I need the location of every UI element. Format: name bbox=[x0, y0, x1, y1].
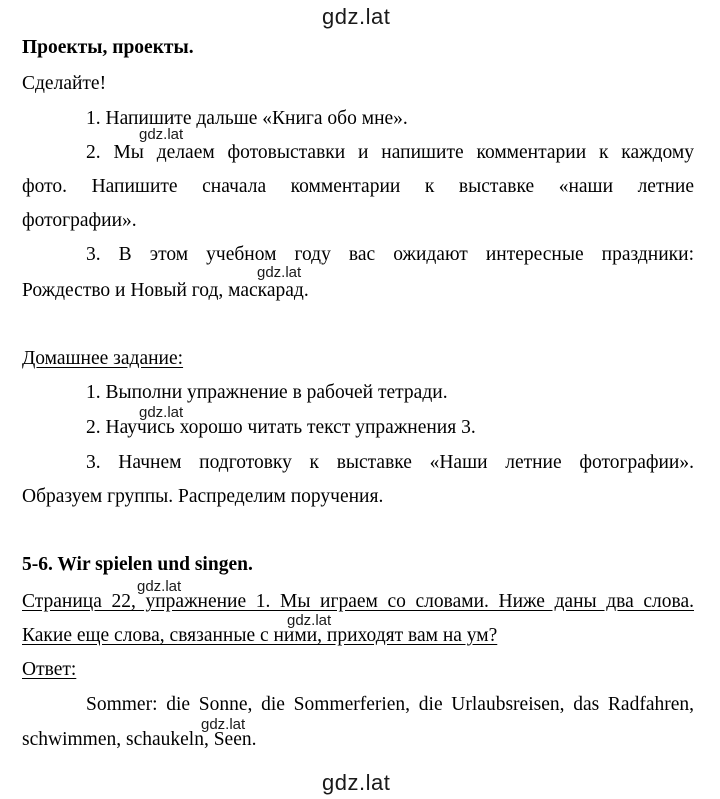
answer-line-2: schwimmen, schaukeln, Seen. bbox=[22, 729, 257, 750]
watermark-bottom: gdz.lat bbox=[322, 770, 391, 795]
section-intro: Сделайте! bbox=[22, 73, 107, 94]
watermark-top: gdz.lat bbox=[322, 4, 391, 29]
watermark-inline: gdz.lat bbox=[137, 578, 182, 595]
homework-item-1: 1. Выполни упражнение в рабочей тетради. bbox=[86, 382, 448, 403]
watermark-inline: gdz.lat bbox=[257, 264, 302, 281]
project-item-2-line-1: 2. Мы делаем фотовыставки и напишите комментарии к каждому bbox=[86, 142, 694, 163]
task-line-1: Страница 22, упражнение 1. Мы играем со словами. Ниже даны два слова. bbox=[22, 591, 694, 612]
project-item-2-line-2: фото. Напишите сначала комментарии к выставке «наши летние bbox=[22, 176, 694, 197]
answer-label: Ответ: bbox=[22, 659, 77, 680]
homework-item-3-line-2: Образуем группы. Распределим поручения. bbox=[22, 486, 384, 507]
homework-heading: Домашнее задание: bbox=[22, 348, 184, 369]
task-line-2: Какие еще слова, связанные с ними, приходят вам на ум? bbox=[22, 625, 498, 646]
project-item-3-line-2: Рождество и Новый год, маскарад. bbox=[22, 280, 309, 301]
watermark-inline: gdz.lat bbox=[139, 126, 184, 143]
project-item-3-line-1: 3. В этом учебном году вас ожидают интересные праздники: bbox=[86, 244, 694, 265]
homework-item-2: 2. Научись хорошо читать текст упражнения 3. bbox=[86, 417, 476, 438]
watermark-inline: gdz.lat bbox=[287, 612, 332, 629]
section-title-projects: Проекты, проекты. bbox=[22, 37, 194, 58]
watermark-inline: gdz.lat bbox=[201, 716, 246, 733]
watermark-inline: gdz.lat bbox=[139, 404, 184, 421]
homework-item-3-line-1: 3. Начнем подготовку к выставке «Наши летние фотографии». bbox=[86, 452, 694, 473]
section-title-wir-spielen: 5-6. Wir spielen und singen. bbox=[22, 554, 253, 575]
answer-line-1: Sommer: die Sonne, die Sommerferien, die Urlaubsreisen, das Radfahren, bbox=[86, 694, 694, 715]
project-item-2-line-3: фотографии». bbox=[22, 210, 137, 231]
project-item-1: 1. Напишите дальше «Книга обо мне». bbox=[86, 108, 408, 129]
